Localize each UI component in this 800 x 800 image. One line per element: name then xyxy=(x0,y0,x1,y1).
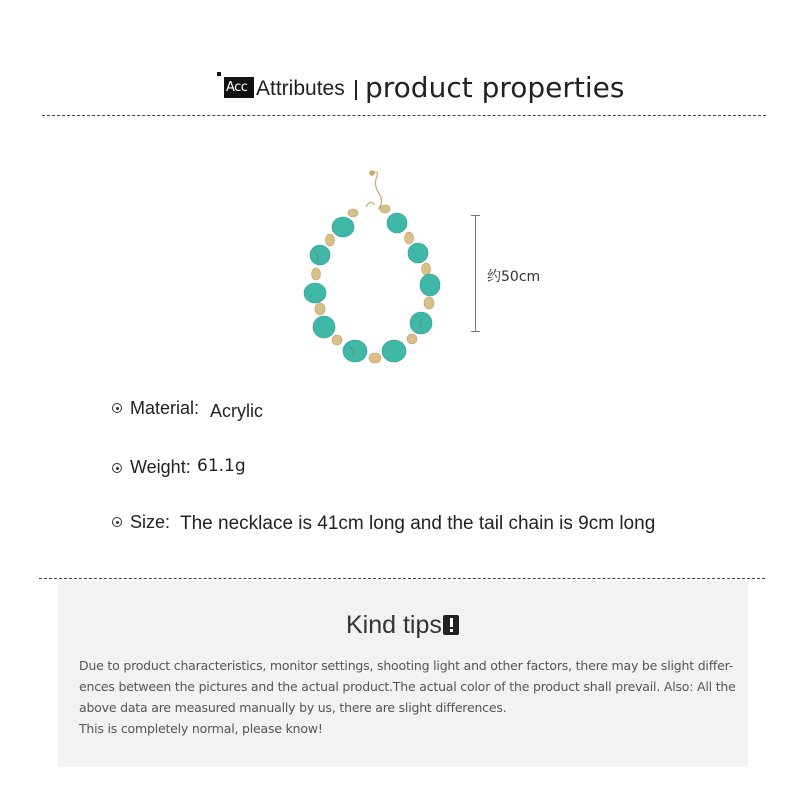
property-value-weight: 61.1g xyxy=(197,456,246,476)
tips-line: Due to product characteristics, monitor settings, shooting light and other factors, there may be slight differ- xyxy=(79,658,734,673)
measure-line xyxy=(475,215,476,332)
tips-line: above data are measured manually by us, there are slight differences. xyxy=(79,700,507,715)
exclamation-icon xyxy=(443,615,459,635)
divider-top xyxy=(42,115,766,116)
gold-beads xyxy=(312,205,435,363)
divider-middle xyxy=(39,578,765,579)
header-badge: Acc xyxy=(224,77,254,98)
measure-cap-top xyxy=(471,215,480,216)
header-separator xyxy=(355,80,357,100)
tips-line: ences between the pictures and the actual product.The actual color of the product shall prevail. Also: All the xyxy=(79,679,736,694)
property-value-size: The necklace is 41cm long and the tail chain is 9cm long xyxy=(180,513,656,534)
property-key-weight: Weight: xyxy=(130,457,191,477)
product-image xyxy=(290,165,460,375)
property-key-material: Material: xyxy=(130,398,200,418)
tips-line: This is completely normal, please know! xyxy=(79,721,323,736)
header-title-en: Attributes xyxy=(256,77,345,100)
tips-title: Kind tips xyxy=(346,611,442,639)
tips-text xyxy=(79,655,739,739)
measure-label: 约50cm xyxy=(487,269,541,285)
page-title: product properties xyxy=(365,71,625,104)
measure-cap-bottom xyxy=(471,331,480,332)
property-value-material: Acrylic xyxy=(210,401,263,421)
necklace-chain xyxy=(366,171,382,209)
header-square-icon xyxy=(217,72,221,76)
bullet-icon xyxy=(112,403,122,413)
property-key-size: Size: xyxy=(130,512,171,532)
turquoise-stones xyxy=(304,213,440,362)
bullet-icon xyxy=(112,517,122,527)
bullet-icon xyxy=(112,463,122,473)
